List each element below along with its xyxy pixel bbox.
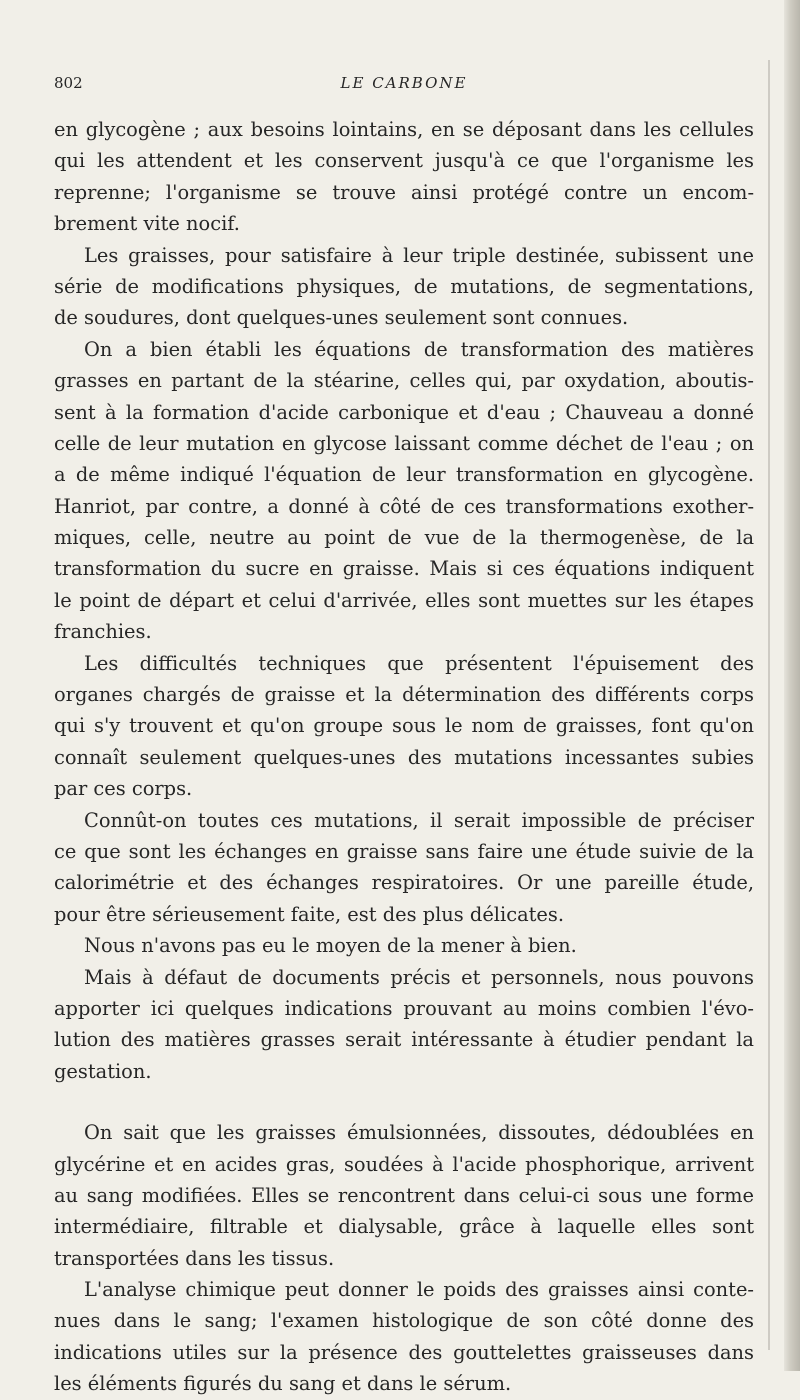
text-line: transformation du sucre en graisse. Mais si ces équations indiquent [54,557,754,581]
text-line: Les difficultés techniques que présentent l'épuisement des [84,651,754,675]
text-line: grasses en partant de la stéarine, celles qui, par oxydation, aboutis- [54,369,754,393]
text-line: Hanriot, par contre, a donné à côté de ces transformations exother- [54,494,754,518]
text-line: transportées dans les tissus. [54,1246,335,1270]
text-line: Connût-on toutes ces mutations, il serait impossible de préciser [84,808,754,832]
text-line: On sait que les graisses émulsionnées, dissoutes, dédoublées en [84,1121,754,1145]
text-line: On a bien établi les équations de transformation des matières [84,337,754,361]
paragraph [54,114,754,240]
text-line: Mais à défaut de documents précis et personnels, nous pouvons [84,965,754,989]
text-line: indications utiles sur la présence des gouttelettes graisseuses dans [54,1340,754,1364]
text-line: Les graisses, pour satisfaire à leur triple destinée, subissent une [84,243,754,267]
text-line: a de même indiqué l'équation de leur transformation en glycogène. [54,463,754,487]
text-line: reprenne; l'organisme se trouve ainsi protégé contre un encom- [54,180,754,204]
page-body [54,114,754,1400]
text-line: connaît seulement quelques-unes des mutations incessantes subies [54,745,754,769]
text-line: nues dans le sang; l'examen histologique de son côté donne des [54,1309,754,1333]
text-line: qui s'y trouvent et qu'on groupe sous le nom de graisses, font qu'on [54,714,754,738]
text-line: Nous n'avons pas eu le moyen de la mener à bien. [84,934,577,958]
text-line: intermédiaire, filtrable et dialysable, grâce à laquelle elles sont [54,1215,754,1239]
paragraph [54,648,754,805]
page-number: 802 [54,74,83,92]
text-line: franchies. [54,620,152,644]
page-header [54,74,754,98]
text-line: le point de départ et celui d'arrivée, elles sont muettes sur les étapes [54,588,754,612]
text-line: celle de leur mutation en glycose laissant comme déchet de l'eau ; on [54,431,754,455]
text-line: série de modifications physiques, de mutations, de segmentations, [54,274,754,298]
text-line: lution des matières grasses serait intéressante à étudier pendant la [54,1028,754,1052]
paragraph [54,1117,754,1274]
binding-line [768,60,770,1350]
text-line: L'analyse chimique peut donner le poids des graisses ainsi conte- [84,1278,754,1302]
text-line: miques, celle, neutre au point de vue de la thermogenèse, de la [54,526,754,550]
text-line: les éléments figurés du sang et dans le sérum. [54,1372,512,1396]
text-line: en glycogène ; aux besoins lointains, en se déposant dans les cellules [54,118,754,141]
text-line: de soudures, dont quelques-unes seulement sont connues. [54,306,629,330]
running-title: LE CARBONE [340,74,468,92]
text-line: brement vite nocif. [54,212,240,236]
paragraph [54,962,754,1088]
text-line: ce que sont les échanges en graisse sans faire une étude suivie de la [54,839,754,863]
paragraph [54,334,754,648]
text-line: au sang modifiées. Elles se rencontrent dans celui-ci sous une forme [54,1183,754,1207]
text-line: calorimétrie et des échanges respiratoires. Or une pareille étude, [54,871,754,895]
text-line: sent à la formation d'acide carbonique et d'eau ; Chauveau a donné [54,400,754,424]
text-line: glycérine et en acides gras, soudées à l'acide phosphorique, arrivent [54,1152,754,1176]
text-line: gestation. [54,1059,152,1083]
paragraph [54,240,754,334]
text-line: apporter ici quelques indications prouvant au moins combien l'évo- [54,996,754,1020]
text-line: organes chargés de graisse et la détermination des différents corps [54,683,754,707]
paragraph [54,1274,754,1400]
text-line: pour être sérieusement faite, est des plus délicates. [54,902,565,926]
text-line: qui les attendent et les conservent jusqu'à ce que l'organisme les [54,149,754,173]
text-line: par ces corps. [54,777,193,801]
paragraph [54,930,754,961]
section-gap [54,1087,754,1117]
paragraph [54,805,754,931]
page-edge-shadow [784,0,800,1371]
